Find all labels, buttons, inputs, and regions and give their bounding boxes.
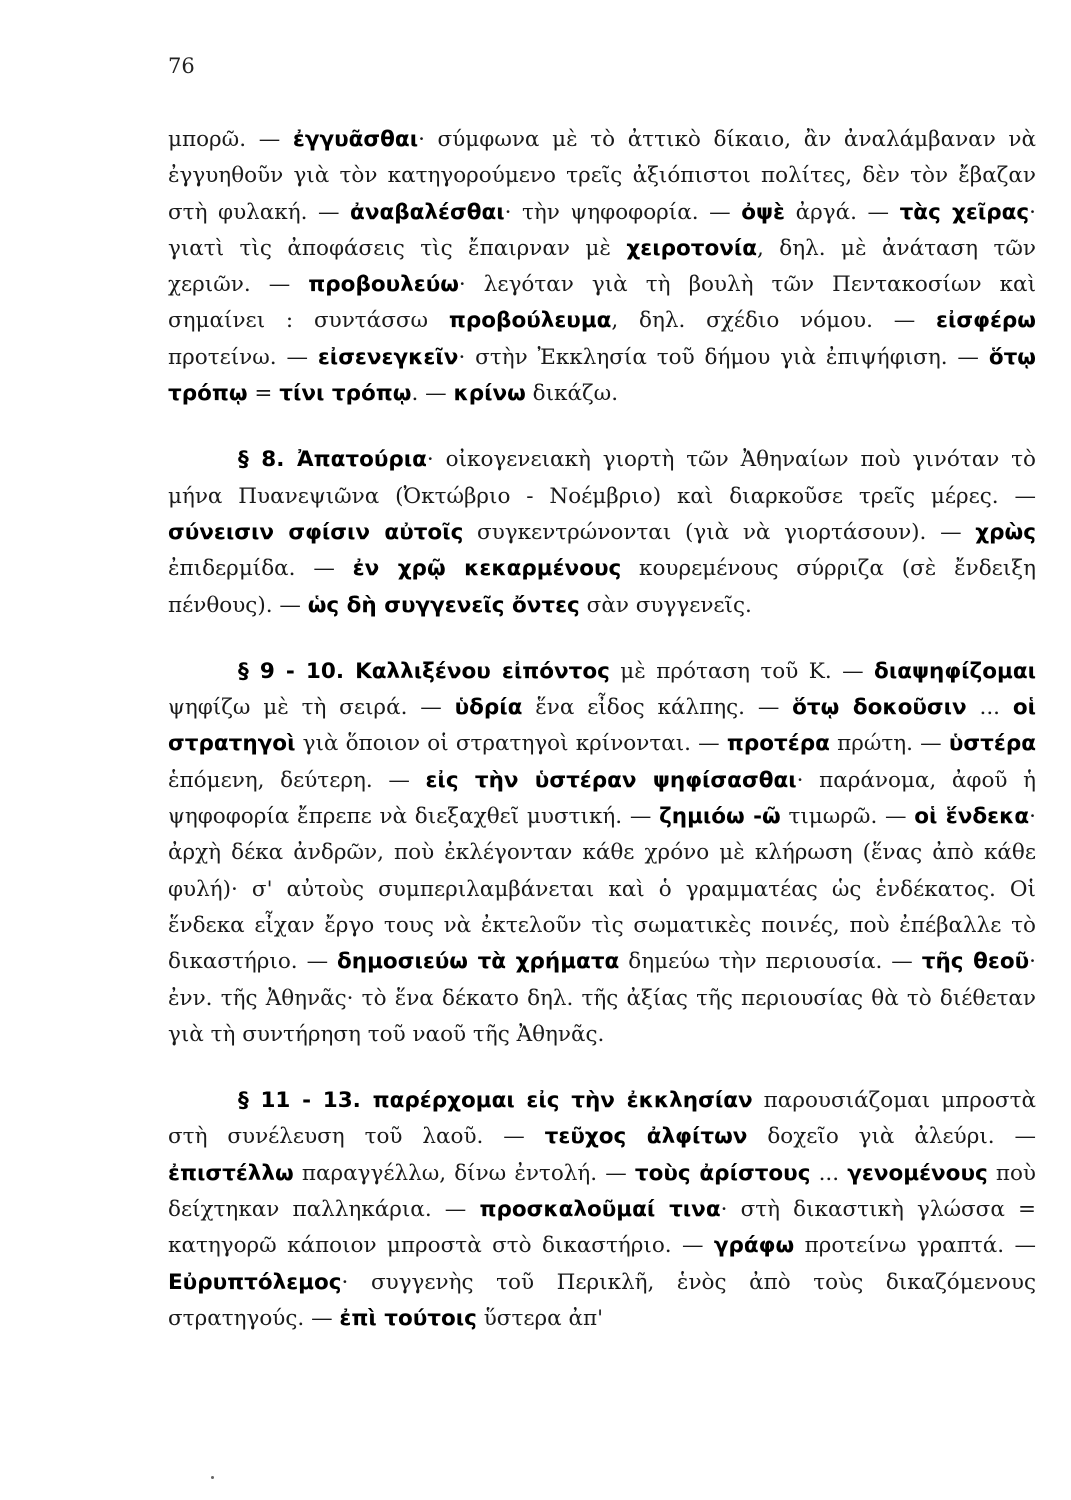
bold-term: ἐπιστέλλω: [168, 1160, 294, 1186]
text-run: ...: [810, 1160, 848, 1186]
text-run: ποὺ δείχτηκαν παλληκάρια. —: [168, 1160, 1036, 1223]
bold-term: τίνι τρόπῳ: [279, 381, 412, 407]
text-run: ἐπιδερμίδα. —: [168, 556, 353, 582]
bold-term: σύνεισιν σφίσιν αὐτοῖς: [168, 519, 464, 545]
text-run: , δηλ. σχέδιο νόμου. —: [611, 308, 937, 334]
text-run: , δηλ. μὲ ἀνάταση τῶν χεριῶν. —: [168, 235, 1036, 298]
text-run: . —: [411, 381, 454, 407]
bold-term: Εὐρυπτόλεμος: [168, 1269, 342, 1295]
bold-term: εἰσφέρω: [936, 308, 1036, 334]
bold-term: ὡς δὴ συγγενεῖς ὄντες: [307, 592, 580, 618]
section-marker: § 8.: [238, 447, 297, 473]
text-run: συγκεντρώνονται (γιὰ νὰ γιορτάσουν). —: [463, 519, 976, 545]
text-run: ψηφίζω μὲ τὴ σειρά. —: [168, 695, 455, 721]
paragraph-section-8: [168, 442, 1036, 623]
text-run: ...: [966, 695, 1013, 721]
text-run: · ἀρχὴ δέκα ἀνδρῶν, ποὺ ἐκλέγονταν κάθε χρόνο μὲ κλήρωση (ἕνας ἀπὸ κάθε φυλή)· σ' αὐτοὺς συμπεριλαμβάνεται καὶ ὁ γραμματέας ὡς ἑνδέκατος. Οἱ ἕνδεκα εἶχαν ἔργο τους νὰ ἐκτελοῦν τὶς σωματικὲς ποινές, ποὺ ἐπέβαλλε τὸ δικαστήριο. —: [168, 804, 1037, 975]
section-marker: § 9 - 10.: [238, 658, 356, 684]
text-run: =: [247, 381, 280, 407]
text-run: τιμωρῶ. —: [780, 804, 915, 830]
text-run: σὰν συγγενεῖς.: [579, 592, 752, 618]
text-run: δικάζω.: [525, 381, 619, 407]
text-run: ὕστερα ἀπ': [476, 1305, 604, 1331]
bold-term: γράφω: [713, 1233, 795, 1259]
text-run: · οἰκογενειακὴ γιορτὴ τῶν Ἀθηναίων ποὺ γινόταν τὸ μήνα Πυανεψιῶνα (Ὀκτώβριο - Νοέμβριο) καὶ διαρκοῦσε τρεῖς μέρες. —: [168, 447, 1036, 509]
text-run: κουρεμένους σύρριζα (σὲ ἔνδειξη πένθους). —: [168, 556, 1036, 618]
bold-term: τεῦχος ἀλφίτων: [544, 1124, 748, 1150]
paragraph-1: [168, 122, 1036, 412]
text-run: · παράνομα, ἀφοῦ ἡ ψηφοφορία ἔπρεπε νὰ διεξαχθεῖ μυστική. —: [168, 767, 1036, 830]
text-run: παρουσιάζομαι μπροστὰ στὴ συνέλευση τοῦ λαοῦ. —: [168, 1088, 1036, 1150]
text-run: · γιατὶ τὶς ἀποφάσεις τὶς ἔπαιρναν μὲ: [168, 199, 1036, 261]
bold-term: προσκαλοῦμαί τινα: [479, 1197, 721, 1223]
text-run: ἕνα εἶδος κάλπης. —: [522, 695, 793, 721]
paragraph-section-11-13: [168, 1083, 1036, 1337]
bold-term: ὅτῳ δοκοῦσιν: [792, 695, 967, 721]
bold-term: διαψηφίζομαι: [874, 658, 1036, 684]
body-text: [168, 122, 1036, 1337]
text-run: προτείνω. —: [168, 344, 318, 370]
section-marker: § 11 - 13.: [238, 1088, 373, 1114]
text-run: · τὴν ψηφοφορία. —: [504, 199, 742, 225]
text-run: ἀργά. —: [785, 199, 900, 225]
text-run: μπορῶ. —: [168, 127, 293, 152]
paragraph-section-9-10: [168, 654, 1036, 1053]
text-run: ἑπόμενη, δεύτερη. —: [168, 767, 426, 793]
bold-term: ὀψὲ: [741, 199, 786, 225]
text-run: · στὴ δικαστικὴ γλώσσα = κατηγορῶ κάποιον μπροστὰ στὸ δικαστήριο. —: [168, 1197, 1037, 1259]
text-run: · σύμφωνα μὲ τὸ ἀττικὸ δίκαιο, ἂν ἀναλάμβαναν νὰ ἐγγυηθοῦν γιὰ τὸν κατηγορούμενο τρεῖς ἀξιόπιστοι πολίτες, δὲν τὸν ἔβαζαν στὴ φυλακή. —: [168, 127, 1036, 225]
bold-term: ἐν χρῷ κεκαρμένους: [352, 556, 622, 582]
bold-term: ὅτῳ τρόπῳ: [168, 344, 1036, 407]
bold-term: τοὺς ἀρίστους: [634, 1160, 811, 1186]
page-number: 76: [168, 54, 195, 78]
bold-term: τῆς θεοῦ: [921, 949, 1030, 975]
text-run: πρώτη. —: [829, 731, 949, 757]
bold-term: προβούλευμα: [448, 308, 612, 334]
text-run: παραγγέλλω, δίνω ἐντολή. —: [293, 1160, 635, 1186]
text-run: · συγγενὴς τοῦ Περικλῆ, ἑνὸς ἀπὸ τοὺς δικαζόμενους στρατηγούς. —: [168, 1269, 1036, 1331]
text-run: γιὰ ὅποιον οἱ στρατηγοὶ κρίνονται. —: [295, 731, 727, 757]
bold-term: ὑστέρα: [948, 731, 1036, 757]
text-run: δοχεῖο γιὰ ἀλεύρι. —: [747, 1124, 1036, 1150]
bold-term: χρὼς: [975, 519, 1036, 545]
bold-term: Καλλιξένου εἰπόντος: [355, 658, 610, 684]
bold-term: ἀναβαλέσθαι: [350, 199, 505, 225]
bold-term: τὰς χεῖρας: [899, 199, 1030, 225]
bold-term: Ἀπατούρια: [296, 447, 427, 473]
bold-term: κρίνω: [453, 381, 526, 407]
text-run: μὲ πρόταση τοῦ Κ. —: [609, 658, 875, 684]
text-run: · στὴν Ἐκκλησία τοῦ δήμου γιὰ ἐπιψήφιση. —: [458, 344, 989, 370]
text-run: · λεγόταν γιὰ τὴ βουλὴ τῶν Πεντακοσίων καὶ σημαίνει : συντάσσω: [168, 272, 1037, 334]
bold-term: ζημιόω -ῶ: [659, 804, 781, 830]
bold-term: οἱ ἕνδεκα: [914, 804, 1030, 830]
bold-term: ἐπὶ τούτοις: [339, 1305, 477, 1331]
text-run: δημεύω τὴν περιουσία. —: [619, 949, 922, 975]
bold-term: δημοσιεύω τὰ χρήματα: [337, 949, 620, 975]
bold-term: προβουλεύω: [308, 272, 459, 298]
bold-term: ἐγγυᾶσθαι: [292, 127, 419, 152]
text-run: προτείνω γραπτά. —: [794, 1233, 1036, 1259]
bold-term: εἰσενεγκεῖν: [317, 344, 459, 370]
bold-term: παρέρχομαι εἰς τὴν ἐκκλησίαν: [372, 1088, 753, 1114]
text-run: · ἐνν. τῆς Ἀθηνᾶς· τὸ ἕνα δέκατο δηλ. τῆς ἀξίας τῆς περιουσίας θὰ τὸ διέθεταν γιὰ τὴ συντήρηση τοῦ ναοῦ τῆς Ἀθηνᾶς.: [168, 949, 1036, 1047]
bold-term: γενομένους: [847, 1160, 988, 1186]
bold-term: χειροτονία: [626, 235, 758, 261]
bold-term: προτέρα: [726, 731, 830, 757]
bold-term: οἱ στρατηγοὶ: [168, 695, 1037, 757]
scan-speck: [211, 1476, 214, 1479]
bold-term: ὑδρία: [454, 695, 523, 721]
bold-term: εἰς τὴν ὑστέραν ψηφίσασθαι: [425, 767, 797, 793]
